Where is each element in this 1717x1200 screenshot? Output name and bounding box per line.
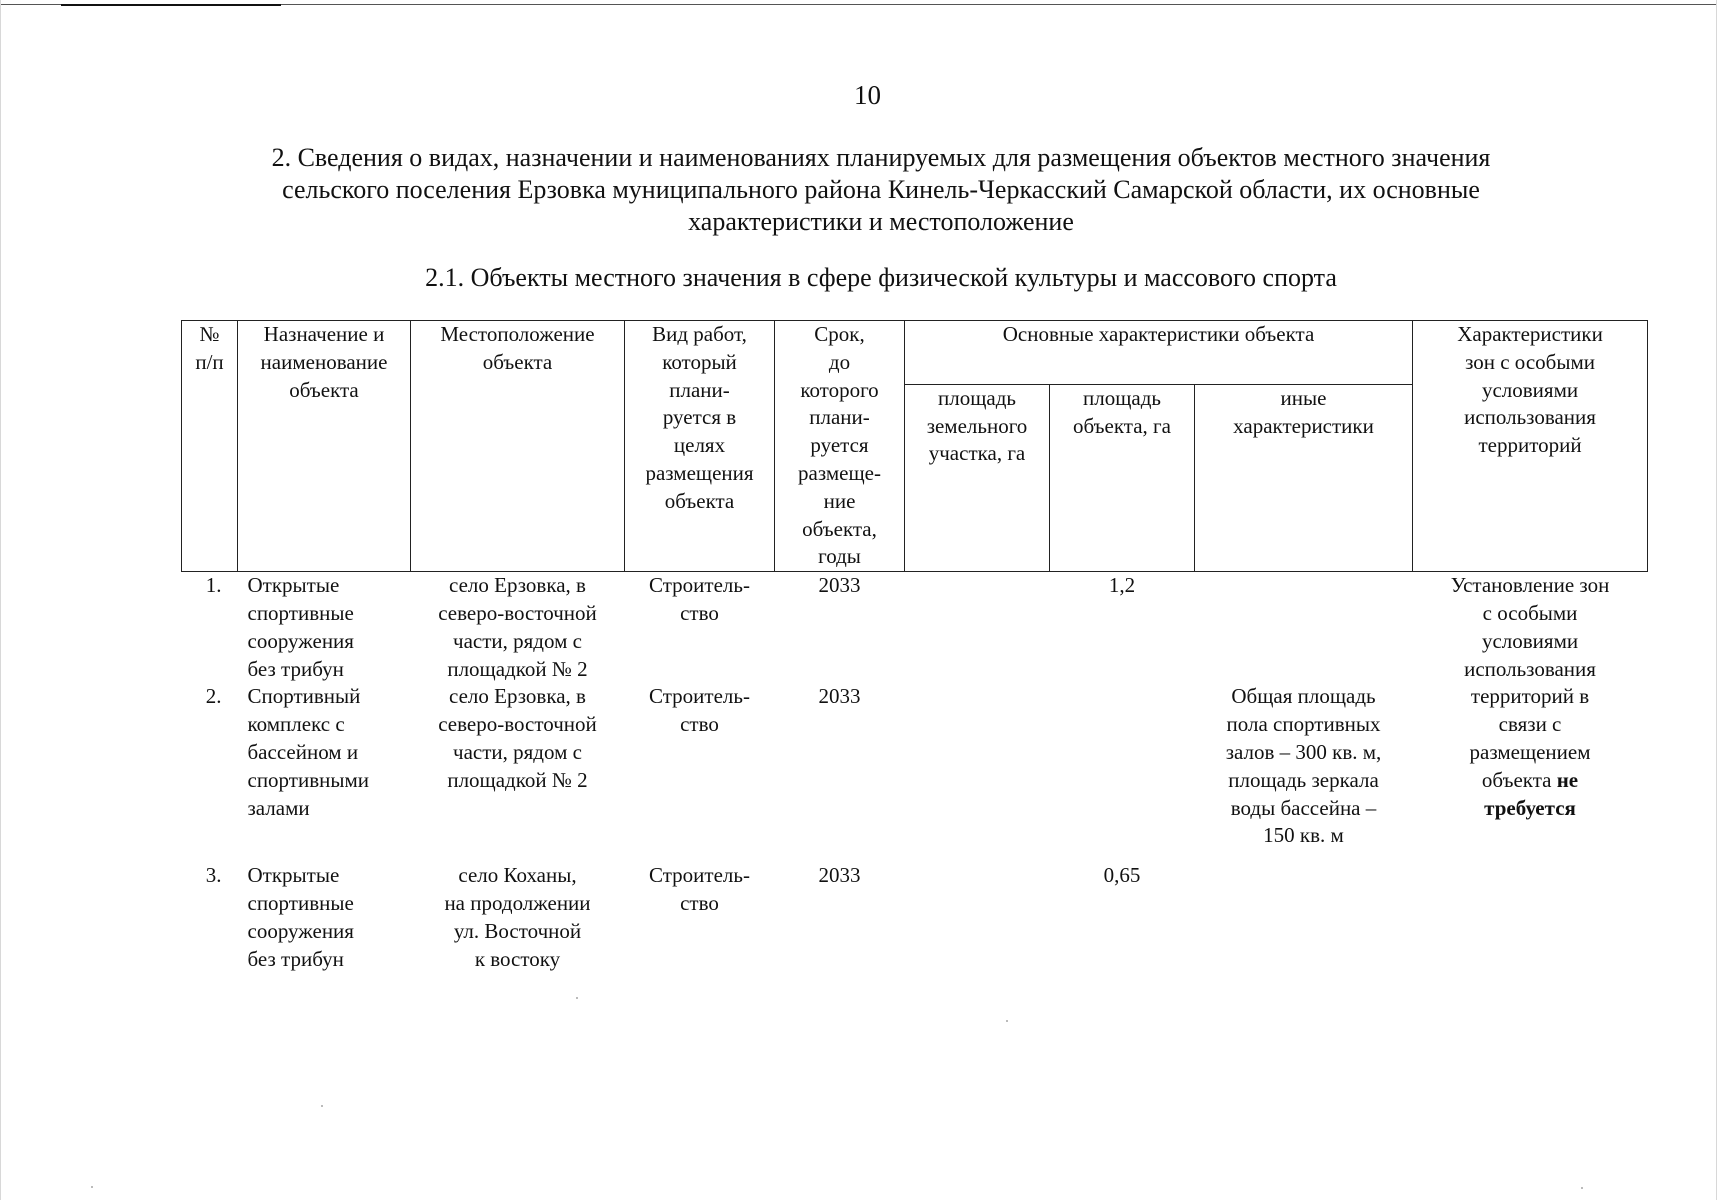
zones-note-tail: объекта xyxy=(1481,767,1552,792)
header-work-type: Вид работ, который плани- руется в целях размещения объекта xyxy=(625,321,775,572)
header-object-area: площадь объекта, га xyxy=(1050,384,1195,571)
row-number: 2. xyxy=(205,684,222,709)
row-term: 2033 xyxy=(818,863,861,888)
row-term: 2033 xyxy=(818,684,861,709)
scan-speck xyxy=(321,1105,323,1107)
header-term: Срок, до которого плани- руется размеще- ние объекта, годы xyxy=(775,321,905,572)
row-work-type: Строитель- ство xyxy=(649,573,750,625)
row-object-area xyxy=(1050,683,1195,862)
header-number: № п/п xyxy=(182,321,238,572)
row-number: 1. xyxy=(205,573,222,598)
section-title-line: характеристики и местоположение xyxy=(688,207,1074,236)
top-border-accent xyxy=(61,4,281,6)
header-other-characteristics: иные характеристики xyxy=(1195,384,1413,571)
row-work-type: Строитель- ство xyxy=(649,863,750,915)
row-name: Открытые спортивные сооружения без трибун xyxy=(247,573,354,681)
section-title-line: сельского поселения Ерзовка муниципального района Кинель-Черкасский Самарской области, их основные xyxy=(282,175,1480,204)
zones-note-last-line: требуется xyxy=(1484,795,1576,820)
scan-speck xyxy=(1006,1020,1008,1022)
row-land-area xyxy=(905,862,1050,973)
objects-table xyxy=(181,320,1648,973)
section-title-line: 2. Сведения о видах, назначении и наименованиях планируемых для размещения объектов местного значения xyxy=(271,143,1491,172)
row-land-area xyxy=(905,572,1050,684)
row-term: 2033 xyxy=(818,573,861,598)
row-name: Спортивный комплекс с бассейном и спортивными залами xyxy=(247,684,369,820)
page-number: 10 xyxy=(854,80,881,110)
row-name: Открытые спортивные сооружения без трибун xyxy=(247,863,354,971)
row-location: село Ерзовка, в северо-восточной части, рядом с площадкой № 2 xyxy=(438,684,597,792)
row-land-area xyxy=(905,683,1050,862)
header-name: Назначение и наименование объекта xyxy=(238,321,411,572)
zones-note-bold: не xyxy=(1556,767,1579,792)
row-work-type: Строитель- ство xyxy=(649,684,750,737)
row-number: 3. xyxy=(205,863,222,888)
row-other-characteristics xyxy=(1195,572,1413,684)
header-location: Местоположение объекта xyxy=(411,321,625,572)
scan-speck xyxy=(91,1186,93,1188)
header-zones: Характеристики зон с особыми условиями использования территорий xyxy=(1413,321,1648,572)
subsection-title: 2.1. Объекты местного значения в сфере физической культуры и массового спорта xyxy=(425,263,1337,292)
header-main-characteristics: Основные характеристики объекта xyxy=(905,321,1413,385)
zones-note: Установление зон с особыми условиями использования территорий в связи с размещением объекта не требуется xyxy=(1413,572,1648,974)
scan-speck xyxy=(1581,1187,1583,1189)
table-row xyxy=(182,572,1648,684)
row-location: село Коханы, на продолжении ул. Восточной к востоку xyxy=(444,863,591,971)
row-object-area: 0,65 xyxy=(1103,863,1141,888)
row-other-characteristics: Общая площадь пола спортивных залов – 300 кв. м, площадь зеркала воды бассейна – 150 кв. м xyxy=(1225,684,1382,848)
row-object-area: 1,2 xyxy=(1108,573,1136,598)
row-location: село Ерзовка, в северо-восточной части, рядом с площадкой № 2 xyxy=(438,573,597,681)
header-land-area: площадь земельного участка, га xyxy=(905,384,1050,571)
scan-speck xyxy=(576,997,578,999)
row-other-characteristics xyxy=(1195,862,1413,973)
section-title xyxy=(181,142,1581,238)
